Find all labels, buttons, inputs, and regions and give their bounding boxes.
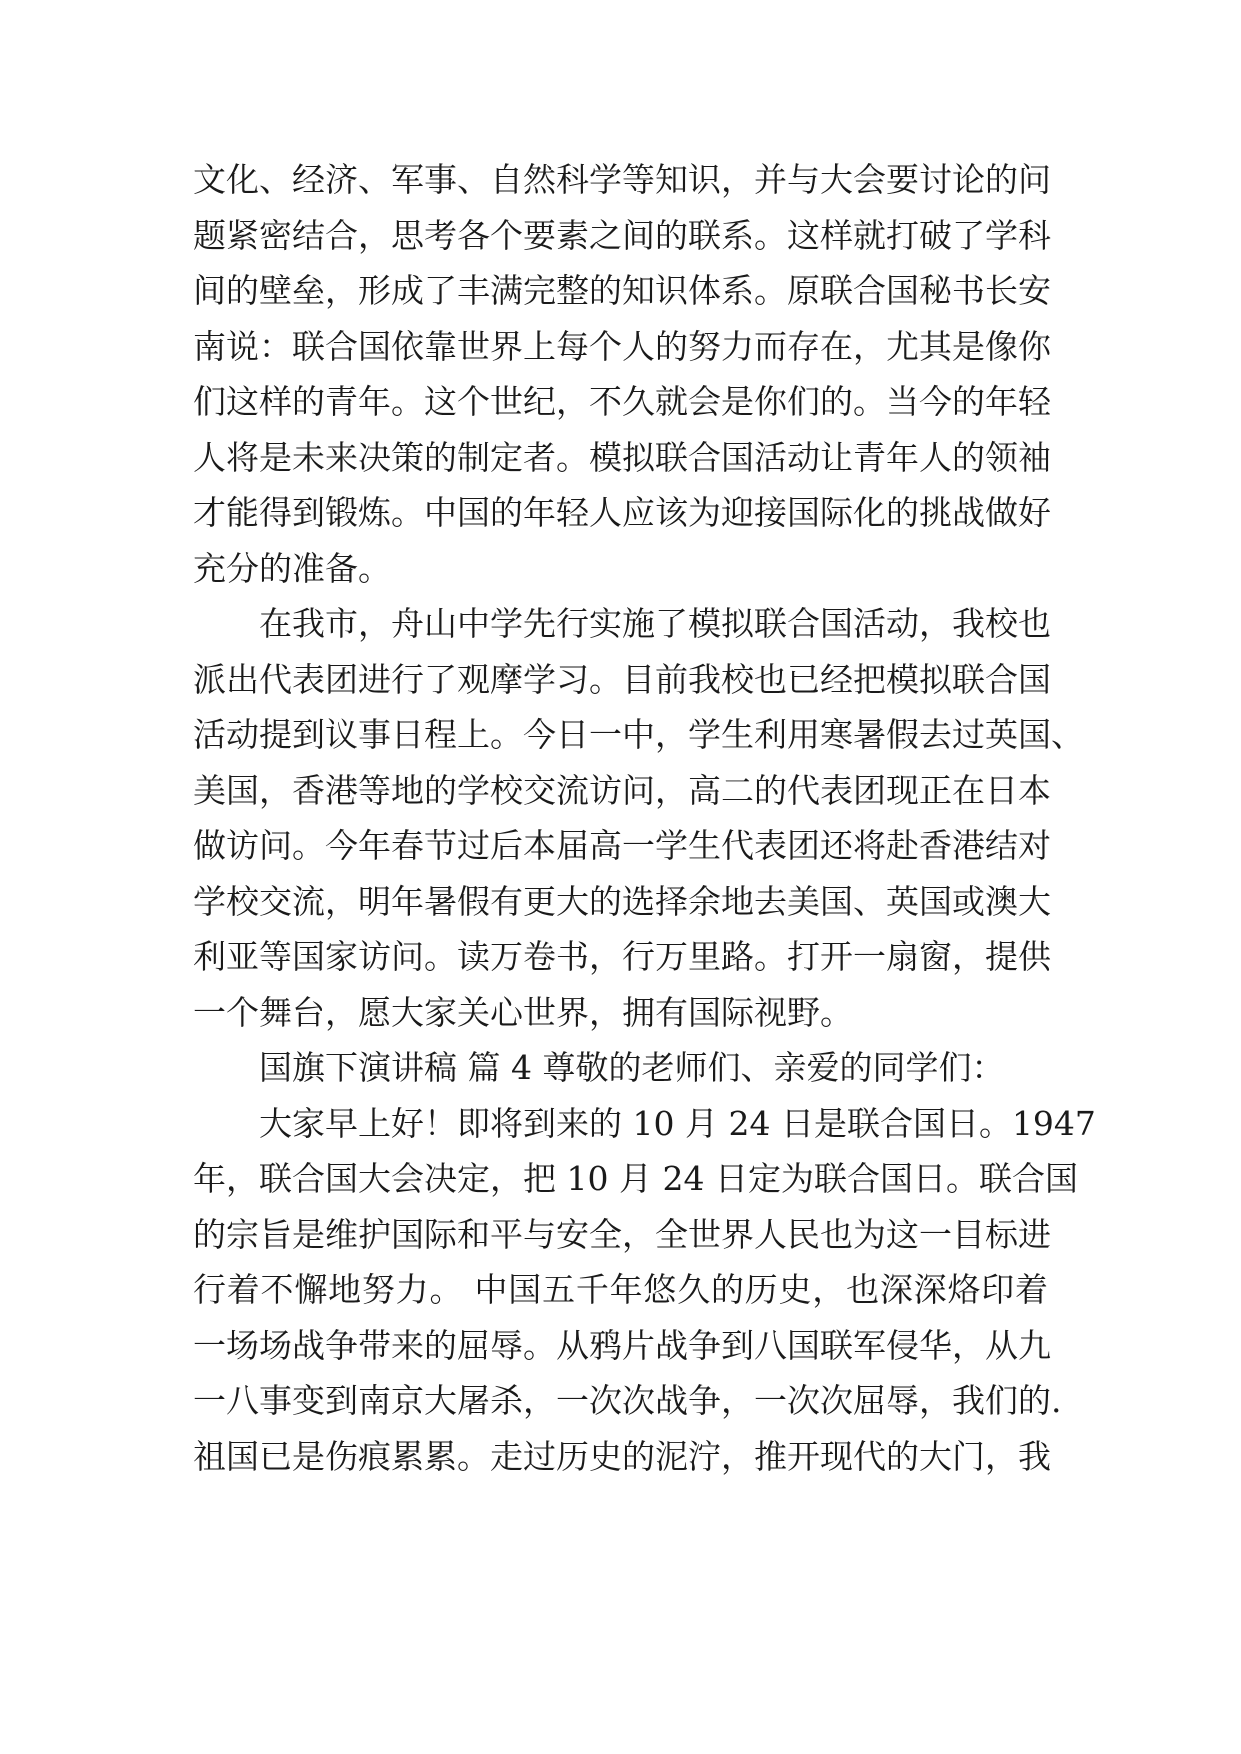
text-line: 利亚等国家访问。读万卷书，行万里路。打开一扇窗，提供	[193, 937, 1051, 976]
body-text	[193, 152, 1096, 1484]
text-line: 一场场战争带来的屈辱。从鸦片战争到八国联军侵华，从九	[193, 1325, 1051, 1365]
text-line: 文化、经济、军事、自然科学等知识，并与大会要讨论的问	[193, 160, 1051, 199]
text-line: 祖国已是伤痕累累。走过历史的泥泞，推开现代的大门，我	[193, 1436, 1051, 1476]
text-line: 派出代表团进行了观摩学习。目前我校也已经把模拟联合国	[193, 659, 1051, 699]
text-line: 才能得到锻炼。中国的年轻人应该为迎接国际化的挑战做好	[193, 493, 1051, 532]
text-line: 做访问。今年春节过后本届高一学生代表团还将赴香港结对	[193, 826, 1051, 865]
text-line: 的宗旨是维护国际和平与安全，全世界人民也为这一目标进	[193, 1214, 1051, 1254]
text-line: 行着不懈地努力。 中国五千年悠久的历史，也深深烙印着	[193, 1270, 1048, 1309]
text-line: 题紧密结合，思考各个要素之间的联系。这样就打破了学科	[193, 215, 1051, 255]
text-line: 一八事变到南京大屠杀，一次次战争，一次次屈辱，我们的.	[193, 1381, 1062, 1420]
section-heading: 国旗下演讲稿 篇 4 尊敬的老师们、亲爱的同学们：	[259, 1048, 1005, 1087]
text-line: 年，联合国大会决定，把 10 月 24 日定为联合国日。联合国	[193, 1159, 1078, 1198]
text-line: 一个舞台，愿大家关心世界，拥有国际视野。	[193, 992, 853, 1032]
text-line: 美国，香港等地的学校交流访问，高二的代表团现正在日本	[193, 770, 1051, 810]
text-line: 南说：联合国依靠世界上每个人的努力而存在，尤其是像你	[193, 326, 1051, 366]
text-line: 充分的准备。	[193, 548, 391, 588]
text-line: 人将是未来决策的制定者。模拟联合国活动让青年人的领袖	[193, 437, 1051, 477]
text-line: 活动提到议事日程上。今日一中，学生利用寒暑假去过英国、	[193, 715, 1084, 754]
text-line: 在我市，舟山中学先行实施了模拟联合国活动，我校也	[259, 604, 1051, 643]
text-line: 学校交流，明年暑假有更大的选择余地去美国、英国或澳大	[193, 881, 1051, 921]
text-line: 间的壁垒，形成了丰满完整的知识体系。原联合国秘书长安	[193, 271, 1051, 310]
text-line: 大家早上好！即将到来的 10 月 24 日是联合国日。1947	[259, 1103, 1096, 1143]
text-line: 们这样的青年。这个世纪，不久就会是你们的。当今的年轻	[193, 382, 1051, 421]
